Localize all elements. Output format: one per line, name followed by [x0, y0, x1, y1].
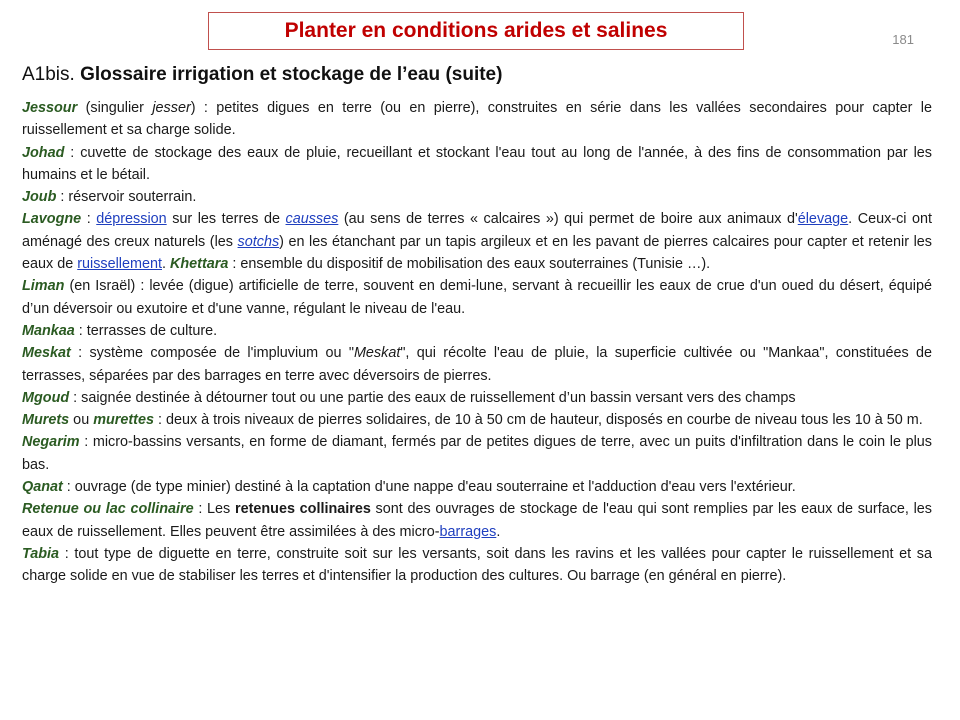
text: .	[496, 523, 501, 540]
section-heading	[22, 64, 940, 86]
title-box	[208, 12, 744, 50]
glossary-entry-liman	[22, 275, 932, 320]
heading-prefix: A1bis.	[22, 64, 81, 85]
text: : réservoir souterrain.	[56, 189, 197, 206]
term: Joub	[22, 189, 57, 206]
heading-title: Glossaire irrigation et stockage de l’eau (suite)	[80, 64, 503, 85]
link[interactable]: ruissellement	[77, 256, 162, 273]
text: (au sens de terres « calcaires ») qui permet de boire aux animaux d'	[338, 211, 798, 228]
glossary-entry-retenue	[22, 498, 932, 543]
text: sur les terres de	[166, 211, 286, 228]
text: : terrasses de culture.	[74, 322, 218, 339]
text: .	[162, 256, 170, 273]
glossary-entry-negarim	[22, 431, 932, 476]
term: Mgoud	[22, 389, 70, 406]
term: Tabia	[22, 545, 60, 562]
glossary-entry-qanat	[22, 476, 932, 498]
italic-text: jesser	[152, 100, 191, 116]
text: ", qui récolte l'eau de pluie, la superficie cultivée ou "Mankaa", constituées de terrasses, séparées par des barrages en terre avec déversoirs de pierres.	[22, 345, 932, 384]
page-title: Planter en conditions arides et salines	[284, 19, 668, 42]
text: :	[81, 211, 97, 228]
bold-text: retenues collinaires	[234, 501, 371, 518]
term: Murets	[22, 412, 70, 429]
text: : saignée destinée à détourner tout ou une partie des eaux de ruissellement d’un bassin versant vers des champs	[69, 389, 796, 406]
term: murettes	[93, 412, 154, 429]
glossary-entry-mankaa	[22, 320, 932, 342]
text: ou	[69, 412, 94, 429]
glossary-entry-johad	[22, 142, 932, 187]
term: Retenue ou lac collinaire	[22, 501, 194, 518]
term: Mankaa	[22, 322, 75, 339]
glossary-entry-murets	[22, 409, 932, 431]
italic-text: Meskat	[353, 345, 401, 362]
text: . Ceux-ci ont aménagé des creux naturels (les	[22, 211, 933, 250]
text: (en Israël) : levée (digue) artificielle de terre, souvent en demi-lune, servant à recueillir les eaux de crue d'un oued du désert, équipé d’un déversoir ou exutoire et d'une vanne, régulant le niveau de l'eau.	[22, 278, 932, 317]
link[interactable]: élevage	[797, 211, 849, 228]
glossary-entry-joub	[22, 186, 932, 208]
glossary-entry-tabia	[22, 543, 932, 588]
term: Liman	[22, 278, 65, 295]
text: : ensemble du dispositif de mobilisation des eaux souterraines (Tunisie …).	[228, 256, 711, 273]
text: sont des ouvrages de stockage de l'eau qui sont remplies par les eaux de surface, les eaux de ruissellement. Elles peuvent être assimilées à des micro-	[22, 501, 932, 540]
term: Meskat	[22, 345, 71, 362]
text: : deux à trois niveaux de pierres solidaires, de 10 à 50 cm de hauteur, disposés en courbe de niveau tous les 10 à 50 m.	[153, 412, 923, 429]
glossary-entry-lavogne	[22, 208, 932, 275]
glossary-entry-jessour	[22, 97, 932, 142]
term: Qanat	[22, 479, 63, 496]
text: (singulier	[77, 100, 153, 116]
term: Negarim	[22, 434, 80, 451]
page-number: 181	[892, 32, 914, 47]
term: Lavogne	[22, 211, 82, 228]
link[interactable]: barrages	[439, 523, 497, 540]
link[interactable]: causses	[285, 211, 339, 228]
text: ) en les étanchant par un tapis argileux et en les pavant de pierres calcaires pour capter et retenir les eaux de	[22, 233, 932, 273]
term: Khettara	[170, 256, 229, 273]
term: Jessour	[22, 100, 78, 116]
glossary-entry-mgoud	[22, 387, 932, 409]
text: : cuvette de stockage des eaux de pluie, recueillant et stockant l'eau tout au long de l'année, à des fins de consommation par les humains et le bétail.	[22, 144, 932, 183]
link[interactable]: dépression	[96, 211, 167, 228]
glossary-list	[22, 97, 932, 588]
link[interactable]: sotchs	[237, 233, 280, 250]
text: : ouvrage (de type minier) destiné à la captation d'une nappe d'eau souterraine et l'adduction d'eau vers l'extérieur.	[62, 479, 796, 496]
text: : micro-bassins versants, en forme de diamant, fermés par de petites digues de terre, avec un puits d'infiltration dans le coin le plus bas.	[22, 434, 932, 473]
text: : système composée de l'impluvium ou "	[70, 345, 354, 362]
text: ) : petites digues en terre (ou en pierre), construites en série dans les vallées secondaires pour capter le ruissellement et sa charge solide.	[22, 100, 932, 139]
term: Johad	[22, 144, 65, 161]
text: : Les	[193, 501, 235, 518]
glossary-entry-meskat	[22, 342, 932, 387]
text: : tout type de diguette en terre, construite soit sur les versants, soit dans les ravins et les vallées pour capter le ruissellement et sa charge solide en vue de stabiliser les terres et d'intensifier la production des cultures. Ou barrage (en général en pierre).	[22, 545, 932, 585]
